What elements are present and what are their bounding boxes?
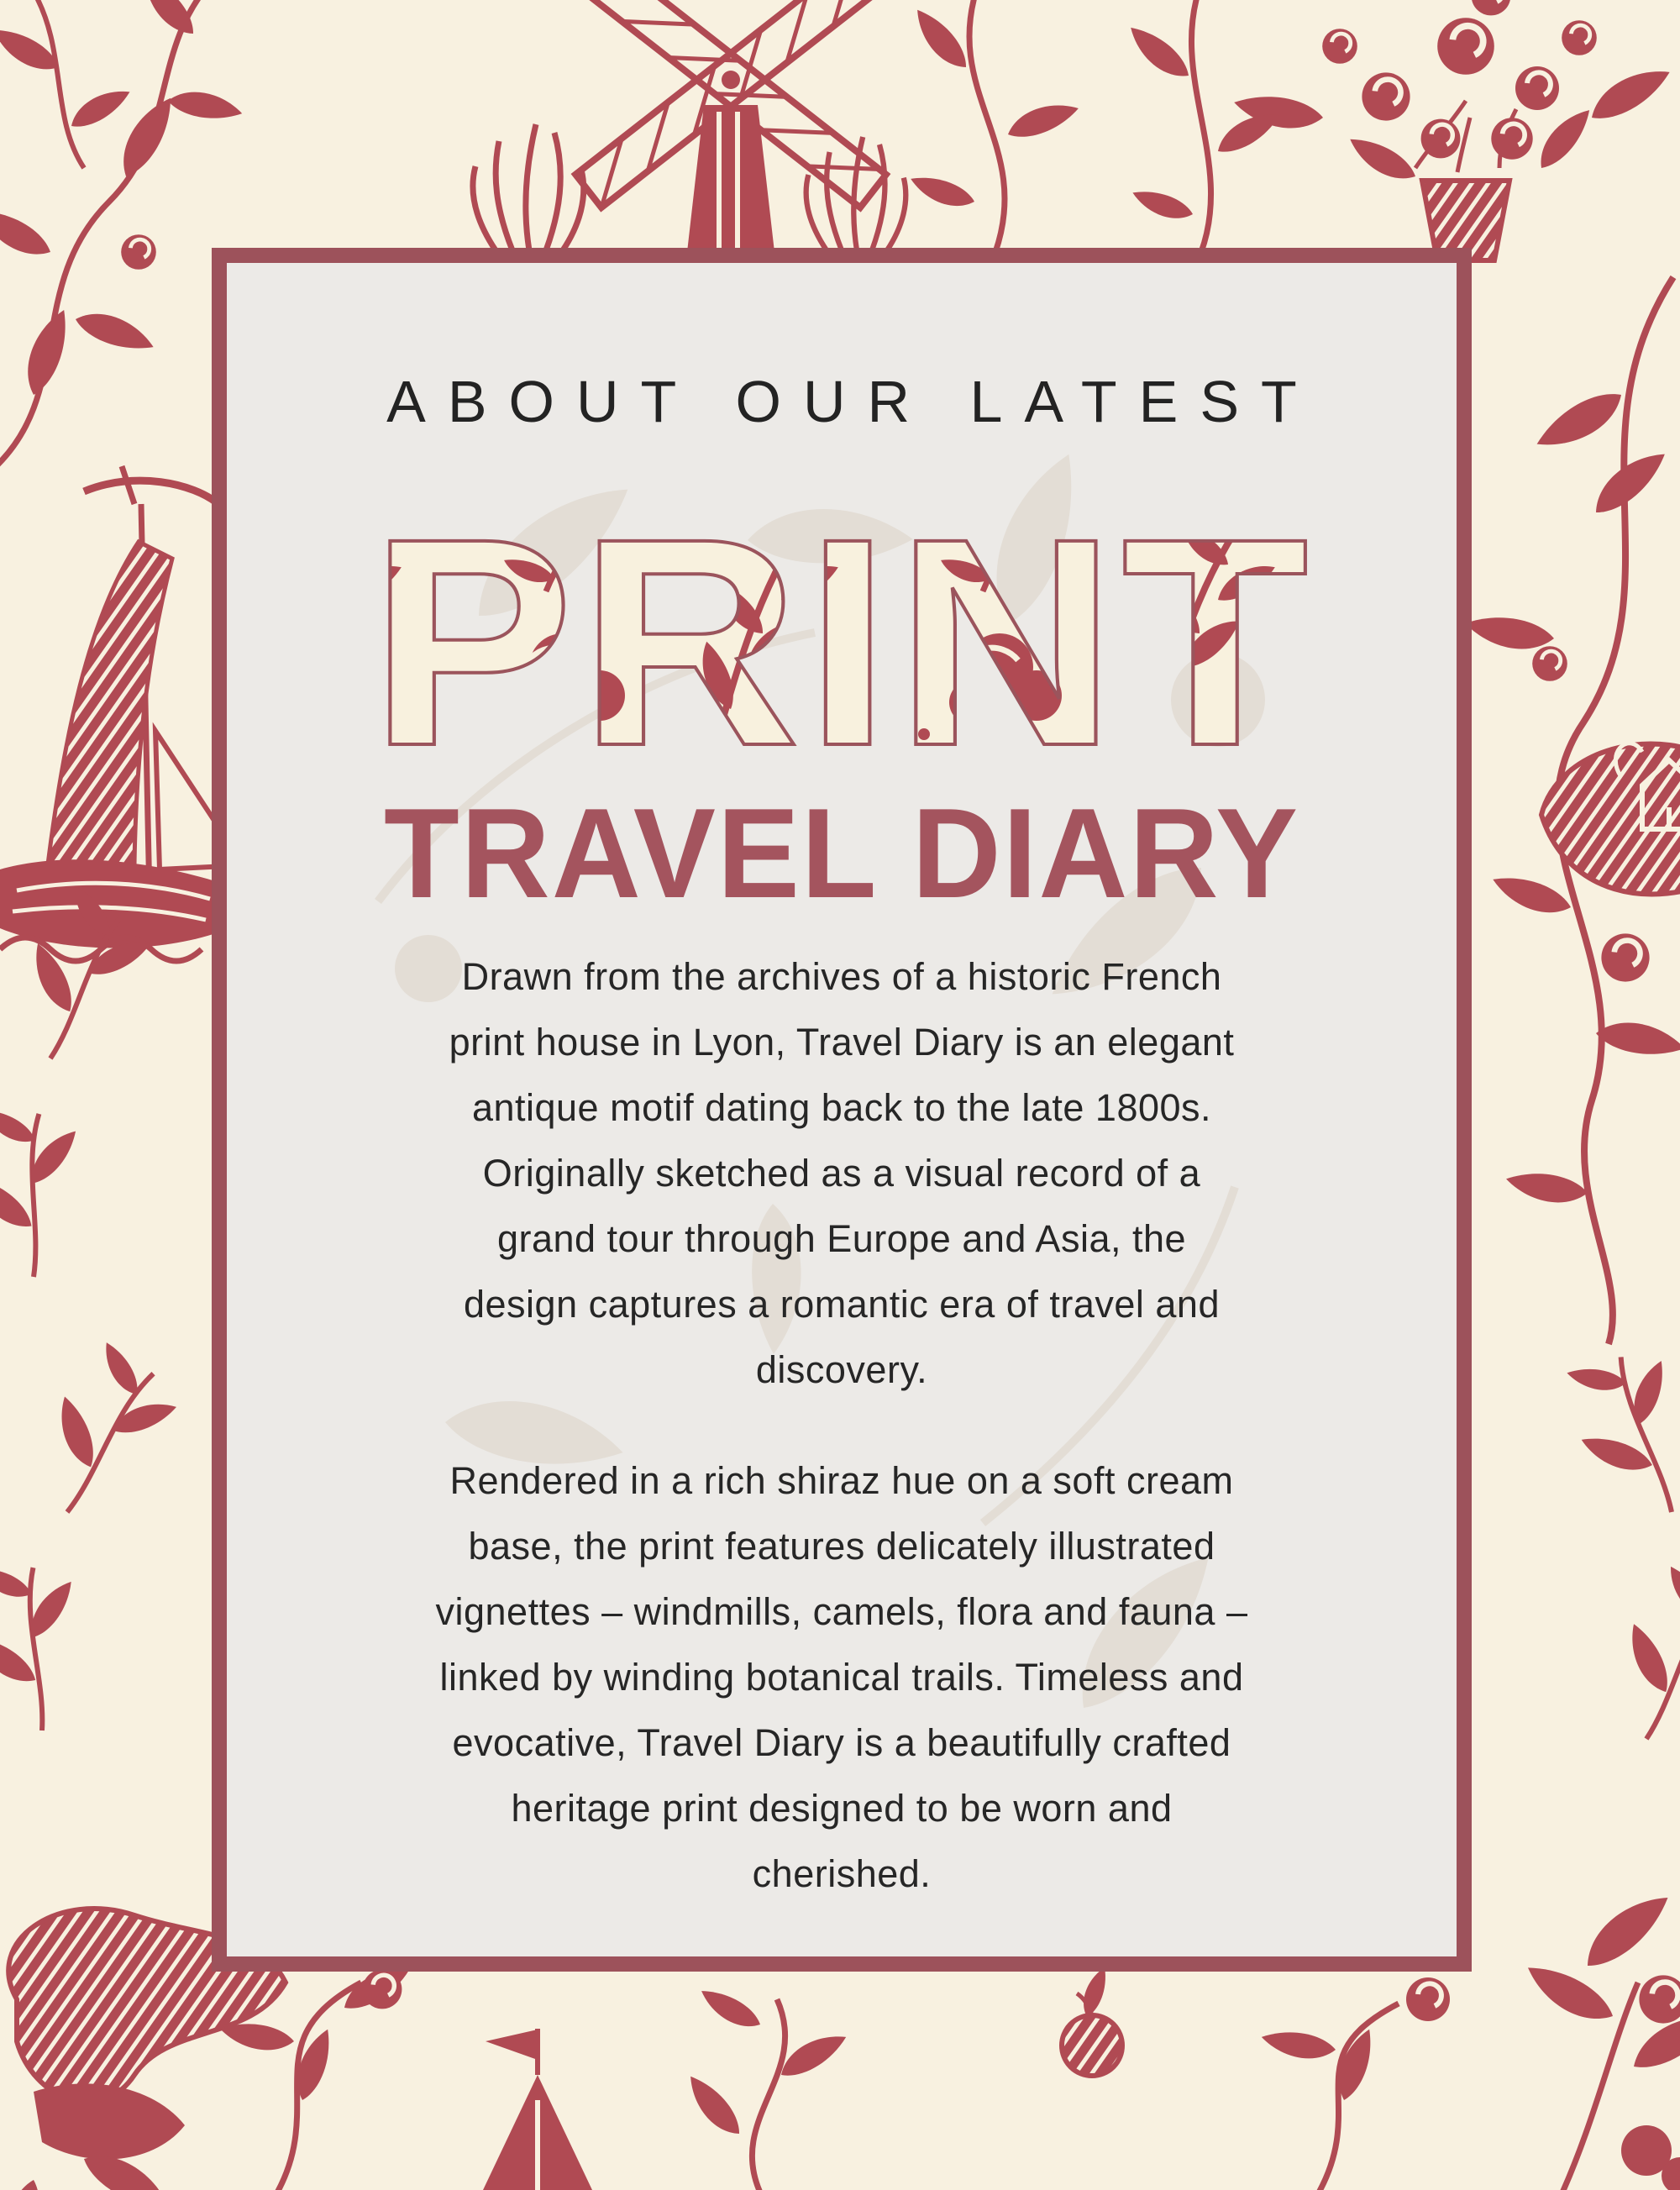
paragraph-2 (436, 1448, 1248, 1907)
paragraph-line: Originally sketched as a visual record of a (482, 1152, 1201, 1195)
subheadline (227, 771, 1457, 906)
paragraph-line: discovery. (755, 1348, 928, 1391)
paragraph-line: vignettes – windmills, camels, flora and fauna – (435, 1590, 1248, 1633)
kicker-text: ABOUT OUR LATEST (386, 369, 1319, 434)
paragraph-line: evocative, Travel Diary is a beautifully crafted (452, 1721, 1231, 1764)
paragraph-1 (449, 944, 1235, 1403)
paragraph-line: grand tour through Europe and Asia, the (496, 1217, 1187, 1260)
content-panel (212, 248, 1472, 1972)
paragraph-line: Drawn from the archives of a historic French (461, 955, 1222, 998)
paragraph-line: antique motif dating back to the late 1800s. (471, 1086, 1212, 1129)
headline-print (227, 457, 1457, 759)
paragraph-line: print house in Lyon, Travel Diary is an elegant (449, 1021, 1235, 1063)
paragraph-line: base, the print features delicately illustrated (468, 1525, 1215, 1568)
headline-print-text: PRINT (370, 476, 1314, 759)
paragraph-line: Rendered in a rich shiraz hue on a soft cream (449, 1459, 1234, 1502)
paragraph-line: linked by winding botanical trails. Timeless and (439, 1656, 1244, 1699)
panel-content (227, 263, 1457, 1956)
paragraph-line: heritage print designed to be worn and (511, 1787, 1173, 1830)
paragraph-line: cherished. (752, 1852, 932, 1895)
paragraph-line: design captures a romantic era of travel and (464, 1283, 1220, 1326)
subheadline-text: TRAVEL DIARY (384, 782, 1299, 906)
